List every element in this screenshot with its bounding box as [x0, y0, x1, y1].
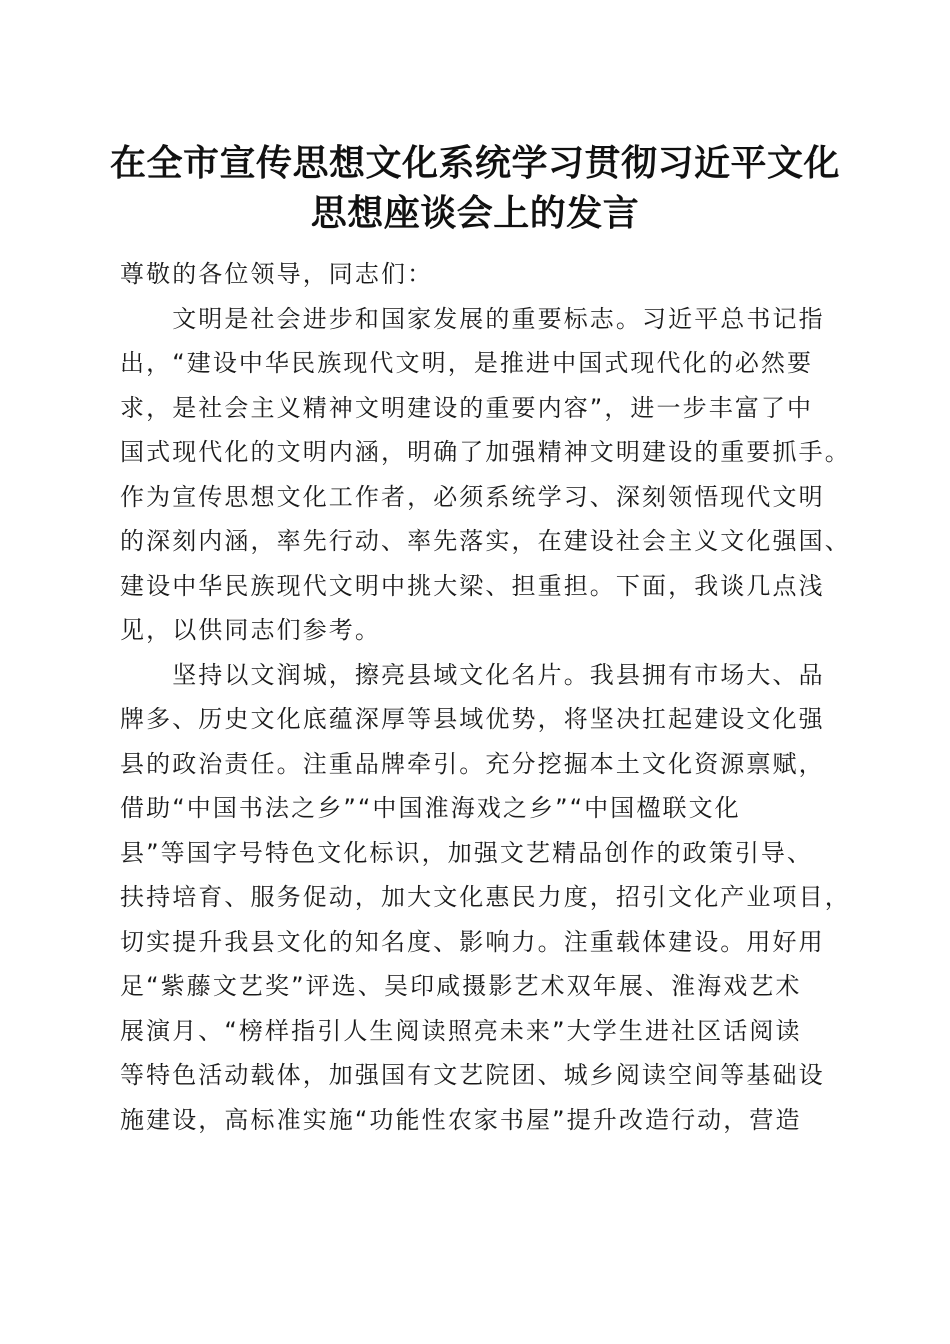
body-line: 的深刻内涵，率先行动、率先落实，在建设社会主义文化强国、	[120, 527, 851, 555]
body-line: 足“紫藤文艺奖”评选、吴印咸摄影艺术双年展、淮海戏艺术	[120, 972, 802, 1000]
body-line: 坚持以文润城，擦亮县域文化名片。我县拥有市场大、品	[120, 660, 825, 689]
body-line: 建设中华民族现代文明中挑大梁、担重担。下面，我谈几点浅	[120, 571, 825, 600]
title-line: 在全市宣传思想文化系统学习贯彻习近平文化	[109, 142, 840, 184]
body-line: 见，以供同志们参考。	[120, 616, 381, 644]
body-line: 借助“中国书法之乡”“中国淮海戏之乡”“中国楹联文化	[120, 794, 741, 822]
body-line: 扶持培育、服务促动，加大文化惠民力度，招引文化产业项目，	[120, 883, 851, 911]
salutation: 尊敬的各位领导，同志们：	[120, 260, 434, 288]
body-line: 等特色活动载体，加强国有文艺院团、城乡阅读空间等基础设	[120, 1061, 825, 1089]
body-line: 施建设，高标准实施“功能性农家书屋”提升改造行动，营造	[120, 1105, 802, 1134]
body-line: 展演月、“榜样指引人生阅读照亮未来”大学生进社区话阅读	[120, 1016, 802, 1045]
body-line: 切实提升我县文化的知名度、影响力。注重载体建设。用好用	[120, 927, 825, 956]
body-line: 作为宣传思想文化工作者，必须系统学习、深刻领悟现代文明	[120, 482, 825, 511]
body-line: 国式现代化的文明内涵，明确了加强精神文明建设的重要抓手。	[120, 438, 851, 466]
document-title	[100, 138, 850, 238]
body-line: 牌多、历史文化底蕴深厚等县域优势，将坚决扛起建设文化强	[120, 705, 825, 733]
body-line: 求，是社会主义精神文明建设的重要内容”，进一步丰富了中	[120, 393, 814, 422]
document-body	[120, 252, 850, 1142]
body-line: 县的政治责任。注重品牌牵引。充分挖掘本土文化资源禀赋，	[120, 749, 825, 778]
body-line: 出，“建设中华民族现代文明，是推进中国式现代化的必然要	[120, 349, 814, 377]
body-line: 文明是社会进步和国家发展的重要标志。习近平总书记指	[120, 304, 825, 333]
body-line: 县”等国字号特色文化标识，加强文艺精品创作的政策引导、	[120, 838, 814, 867]
title-line: 思想座谈会上的发言	[310, 192, 640, 234]
